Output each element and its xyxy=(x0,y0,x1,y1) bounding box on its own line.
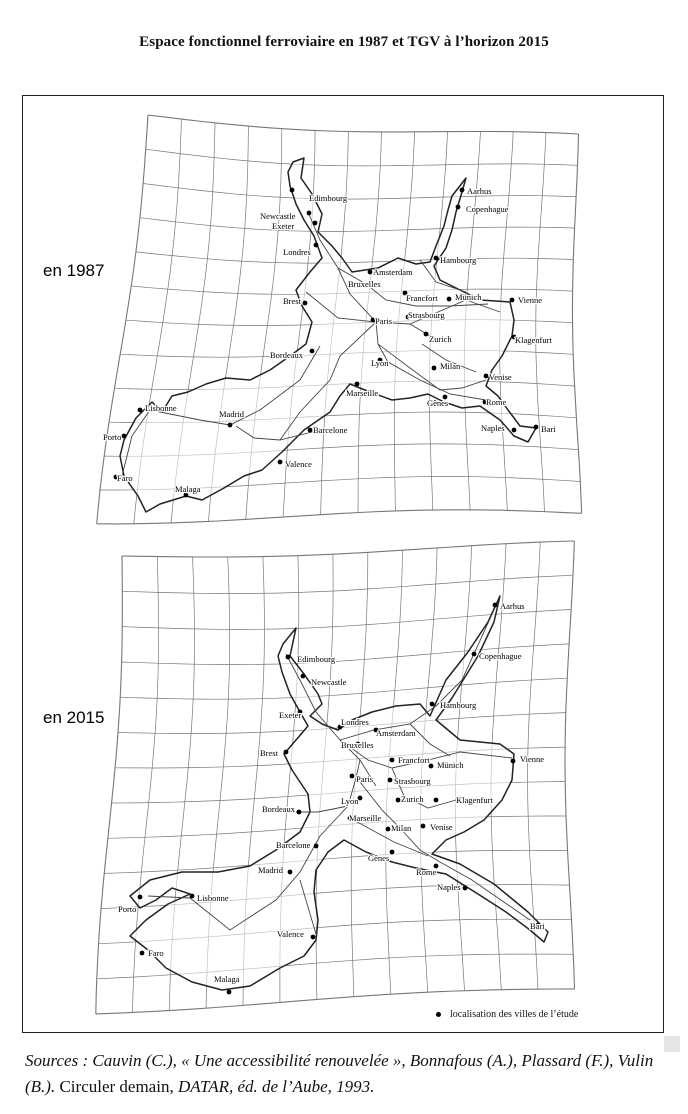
city-label: Malaga xyxy=(175,484,201,494)
city-label: Rome xyxy=(486,397,507,407)
city-label: Strasbourg xyxy=(408,310,445,320)
city-label: Newcastle xyxy=(311,677,347,687)
city-label: Exeter xyxy=(279,710,302,720)
city-dot xyxy=(424,332,429,337)
city-label: Lyon xyxy=(371,358,389,368)
grid-meridian xyxy=(96,556,123,1014)
city-dot xyxy=(472,652,477,657)
grid-parallel xyxy=(122,610,571,630)
city-dot xyxy=(388,778,393,783)
city-dot xyxy=(430,702,435,707)
city-label: Brest xyxy=(283,296,301,306)
city-label: Naples xyxy=(481,423,505,433)
city-dot xyxy=(284,750,289,755)
city-dot xyxy=(190,894,195,899)
city-label: Rome xyxy=(416,867,437,877)
map-label-2015: en 2015 xyxy=(43,708,105,727)
city-label: Londres xyxy=(283,247,311,257)
city-label: Valence xyxy=(277,929,304,939)
grid-meridian xyxy=(536,133,546,512)
city-label: Copenhague xyxy=(479,651,522,661)
city-dot xyxy=(227,990,232,995)
city-label: Malaga xyxy=(214,974,240,984)
legend-dot-icon xyxy=(436,1012,441,1017)
grid-parallel xyxy=(97,510,582,524)
city-label: Venise xyxy=(430,822,453,832)
map-1987 xyxy=(97,115,582,524)
city-dot xyxy=(307,211,312,216)
city-label: Faro xyxy=(117,473,133,483)
city-label: Madrid xyxy=(219,409,245,419)
city-label: Brest xyxy=(260,748,278,758)
city-label: Amsterdam xyxy=(376,728,416,738)
city-label: Faro xyxy=(148,948,164,958)
city-label: Klagenfurt xyxy=(456,795,493,805)
city-dot xyxy=(355,382,360,387)
city-label: Exeter xyxy=(272,221,295,231)
city-dot xyxy=(512,428,517,433)
city-label: Valence xyxy=(285,459,312,469)
grid-parallel xyxy=(143,184,576,200)
city-dot xyxy=(511,759,516,764)
city-label: Münich xyxy=(455,292,482,302)
city-label: Francfort xyxy=(406,293,438,303)
city-label: Venise xyxy=(489,372,512,382)
city-label: Marseille xyxy=(346,388,379,398)
city-dot xyxy=(484,374,489,379)
map-title: Espace fonctionnel ferroviaire en 1987 et TGV à l’horizon 2015 xyxy=(139,34,549,50)
city-dot xyxy=(429,764,434,769)
grid-parallel xyxy=(122,575,573,593)
scroll-corner xyxy=(664,1036,680,1052)
city-label: Gênes xyxy=(368,853,390,863)
city-dot xyxy=(290,188,295,193)
city-dot xyxy=(314,243,319,248)
city-label: Bordeaux xyxy=(270,350,304,360)
city-label: Naples xyxy=(437,882,461,892)
city-dot xyxy=(138,895,143,900)
city-label: Vienne xyxy=(520,754,545,764)
city-label: Hambourg xyxy=(440,700,477,710)
city-dot xyxy=(386,827,391,832)
city-dot xyxy=(288,870,293,875)
source-publisher: DATAR, éd. de l’Aube, 1993. xyxy=(177,1077,375,1096)
city-label: Zurich xyxy=(429,334,452,344)
city-dot xyxy=(534,425,539,430)
city-dot xyxy=(303,301,308,306)
city-dot xyxy=(297,810,302,815)
city-label: Vienne xyxy=(518,295,543,305)
grid-parallel xyxy=(122,541,574,557)
source-authors: Sources : Cauvin (C.), « Une accessibilité renouvelée », Bonnafous (A.), Plassard (F.), Vulin (B.). xyxy=(25,1051,654,1096)
city-label: Madrid xyxy=(258,865,284,875)
city-dot xyxy=(434,798,439,803)
city-label: Paris xyxy=(356,774,373,784)
city-dot xyxy=(434,256,439,261)
city-label: Bruxelles xyxy=(348,279,381,289)
city-label: Newcastle xyxy=(260,211,296,221)
city-label: Edimbourg xyxy=(297,654,336,664)
city-label: Strasbourg xyxy=(394,776,431,786)
city-label: Hambourg xyxy=(440,255,477,265)
city-label: Amsterdam xyxy=(373,267,413,277)
city-dot xyxy=(421,824,426,829)
city-dot xyxy=(313,221,318,226)
city-dot xyxy=(228,423,233,428)
grid-parallel xyxy=(140,218,575,232)
city-dot xyxy=(350,774,355,779)
city-label: Bruxelles xyxy=(341,740,374,750)
map-2015 xyxy=(96,541,575,1014)
city-label: Milan xyxy=(440,361,461,371)
city-label: Zurich xyxy=(401,794,424,804)
city-dot xyxy=(460,188,465,193)
city-label: Bari xyxy=(530,921,545,931)
legend-text: localisation des villes de l’étude xyxy=(450,1009,579,1020)
city-dot xyxy=(390,758,395,763)
city-label: Marseille xyxy=(349,813,382,823)
city-label: Porto xyxy=(118,904,137,914)
city-dot xyxy=(456,205,461,210)
city-dot xyxy=(310,349,315,354)
city-label: Francfort xyxy=(398,755,430,765)
city-label: Bordeaux xyxy=(262,804,296,814)
grid-meridian xyxy=(565,541,575,989)
source-citation xyxy=(25,1048,675,1100)
grid-meridian xyxy=(572,134,581,513)
grid-parallel xyxy=(136,252,573,263)
map-label-1987: en 1987 xyxy=(43,261,105,280)
city-dot xyxy=(463,886,468,891)
city-dot xyxy=(311,935,316,940)
city-label: Lyon xyxy=(341,796,359,806)
city-dot xyxy=(308,428,313,433)
city-dot xyxy=(447,297,452,302)
city-label: Paris xyxy=(375,316,392,326)
city-label: Bari xyxy=(541,424,556,434)
city-label: Aarhus xyxy=(500,601,525,611)
city-label: Lisbonne xyxy=(197,893,229,903)
city-label: Lisbonne xyxy=(145,403,177,413)
city-label: Münich xyxy=(437,760,464,770)
city-dot xyxy=(301,674,306,679)
city-dot xyxy=(138,408,143,413)
grid-parallel xyxy=(104,850,567,873)
city-label: Barcelone xyxy=(276,840,311,850)
city-dot xyxy=(368,270,373,275)
city-dot xyxy=(278,460,283,465)
legend xyxy=(436,1009,578,1020)
city-dot xyxy=(432,366,437,371)
city-label: Klagenfurt xyxy=(515,335,552,345)
city-label: Aarhus xyxy=(467,186,492,196)
city-dot xyxy=(510,298,515,303)
city-label: Copenhague xyxy=(466,204,509,214)
city-dot xyxy=(140,951,145,956)
city-dot xyxy=(396,798,401,803)
grid-parallel xyxy=(148,115,579,134)
city-label: Porto xyxy=(103,432,122,442)
source-work: Circuler demain, xyxy=(55,1077,178,1096)
city-dot xyxy=(493,603,498,608)
city-dot xyxy=(122,434,127,439)
city-dot xyxy=(286,655,291,660)
city-label: Londres xyxy=(341,717,369,727)
city-label: Edimbourg xyxy=(309,193,348,203)
city-label: Barcelone xyxy=(313,425,348,435)
city-label: Gênes xyxy=(427,398,449,408)
city-label: Milan xyxy=(391,823,412,833)
grid-parallel xyxy=(146,149,578,166)
city-dot xyxy=(390,850,395,855)
city-dot xyxy=(314,844,319,849)
